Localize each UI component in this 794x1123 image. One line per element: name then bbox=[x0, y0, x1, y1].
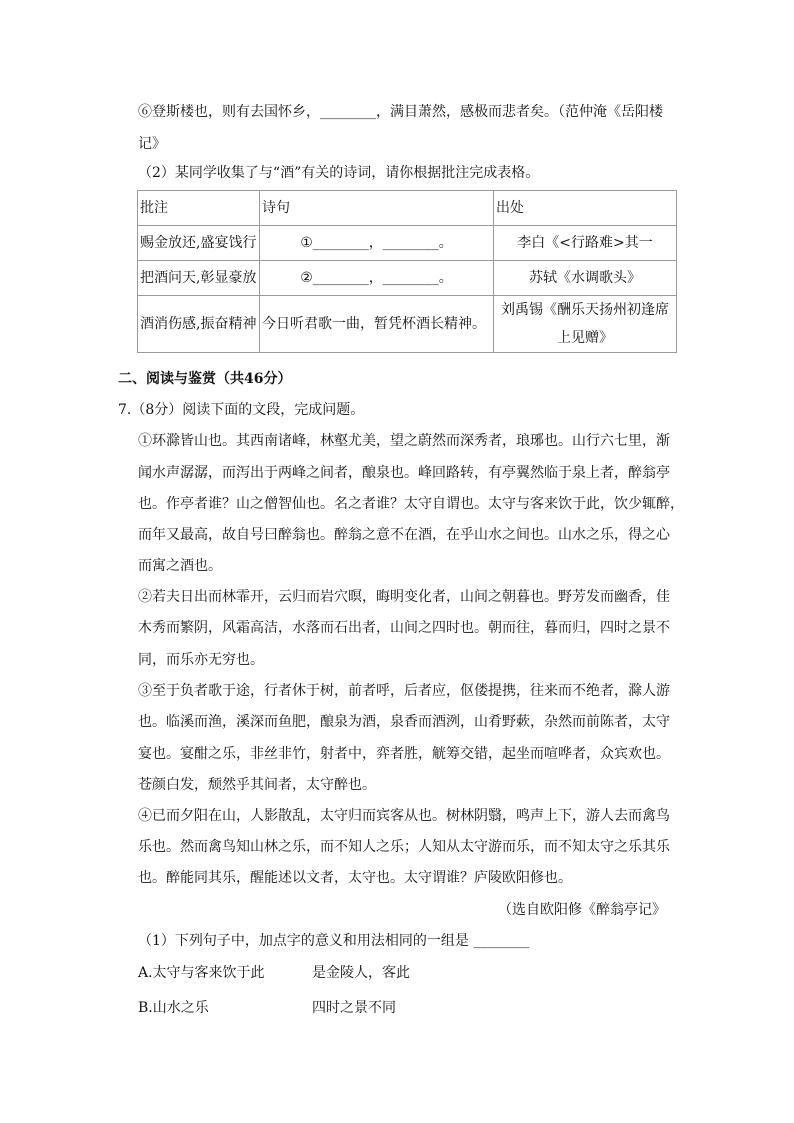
row3-verse: 今日听君歌一曲，暂凭杯酒长精神。 bbox=[260, 296, 494, 353]
table-row bbox=[138, 226, 677, 261]
option-a-right: 是金陵人，客此 bbox=[312, 965, 410, 981]
passage-line: 苍颜白发，颓然乎其间者，太守醉也。 bbox=[138, 777, 376, 793]
q6-line-2: 记》 bbox=[138, 136, 166, 152]
row3-annotation: 酒消伤感,振奋精神 bbox=[138, 296, 260, 353]
passage-line: 同，而乐亦无穷也。 bbox=[138, 652, 264, 668]
subquestion-1-stem: （1）下列句子中，加点字的意义和用法相同的一组是 ________ bbox=[138, 933, 530, 949]
passage-source: （选自欧阳修《醉翁亭记》 bbox=[498, 902, 666, 918]
passage-line: 闻水声潺潺，而泻出于两峰之间者，酿泉也。峰回路转，有亭翼然临于泉上者，醉翁亭 bbox=[138, 465, 670, 481]
row3-source: 刘禹锡《酬乐天扬州初逢席上见赠》 bbox=[494, 296, 677, 353]
row1-annotation: 赐金放还,盛宴饯行 bbox=[138, 226, 260, 261]
passage-line: 宴也。宴酣之乐，非丝非竹，射者中，弈者胜，觥筹交错，起坐而喧哗者，众宾欢也。 bbox=[138, 746, 670, 762]
row2-annotation: 把酒问天,彰显豪放 bbox=[138, 261, 260, 296]
option-b-right: 四时之景不同 bbox=[312, 1000, 396, 1016]
passage-line: ④已而夕阳在山，人影散乱，太守归而宾客从也。树林阴翳，鸣声上下，游人去而禽鸟 bbox=[138, 808, 670, 824]
option-a-left: A.太守与客来饮于此 bbox=[138, 965, 265, 981]
poem-table bbox=[137, 190, 677, 353]
row2-verse-blank[interactable]: ②________，________。 bbox=[260, 261, 494, 296]
section-title: 二、阅读与鉴赏（共46分） bbox=[118, 371, 292, 387]
table-row bbox=[138, 261, 677, 296]
passage-line: 而寓之酒也。 bbox=[138, 558, 222, 574]
row1-source: 李白《<行路难>其一 bbox=[494, 226, 677, 261]
question-7-stem: 7.（8分）阅读下面的文段，完成问题。 bbox=[118, 402, 365, 418]
table-row bbox=[138, 296, 677, 353]
passage-line: 木秀而繁阴，风霜高洁，水落而石出者，山间之四时也。朝而往，暮而归，四时之景不 bbox=[138, 620, 670, 636]
header-annotation: 批注 bbox=[138, 191, 260, 226]
row2-source: 苏轼《水调歌头》 bbox=[494, 261, 677, 296]
passage-line: ①环滁皆山也。其西南诸峰，林壑尤美，望之蔚然而深秀者，琅琊也。山行六七里，渐 bbox=[138, 433, 670, 449]
q6-line-1: ⑥登斯楼也，则有去国怀乡，________，满目萧然，感极而悲者矣。（范仲淹《岳阳楼 bbox=[138, 104, 663, 120]
header-source: 出处 bbox=[494, 191, 677, 226]
passage-line: 而年又最高，故自号曰醉翁也。醉翁之意不在酒，在乎山水之间也。山水之乐，得之心 bbox=[138, 527, 670, 543]
header-verse: 诗句 bbox=[260, 191, 494, 226]
row1-verse-blank[interactable]: ①________，________。 bbox=[260, 226, 494, 261]
question-2-intro: （2）某同学收集了与“酒”有关的诗词，请你根据批注完成表格。 bbox=[138, 165, 540, 181]
passage-line: 也。醉能同其乐，醒能述以文者，太守也。太守谓谁？庐陵欧阳修也。 bbox=[138, 870, 572, 886]
passage-line: 也。临溪而渔，溪深而鱼肥，酿泉为酒，泉香而酒洌，山肴野蔌，杂然而前陈者，太守 bbox=[138, 714, 670, 730]
passage-line: ③至于负者歌于途，行者休于树，前者呼，后者应，伛偻提携，往来而不绝者，滁人游 bbox=[138, 683, 670, 699]
option-b-left: B.山水之乐 bbox=[138, 1000, 209, 1016]
passage-line: 乐也。然而禽鸟知山林之乐，而不知人之乐；人知从太守游而乐，而不知太守之乐其乐 bbox=[138, 839, 670, 855]
passage-line: 也。作亭者谁？山之僧智仙也。名之者谁？太守自谓也。太守与客来饮于此，饮少辄醉， bbox=[138, 496, 684, 512]
table-header-row bbox=[138, 191, 677, 226]
passage-line: ②若夫日出而林霏开，云归而岩穴暝，晦明变化者，山间之朝暮也。野芳发而幽香，佳 bbox=[138, 589, 670, 605]
